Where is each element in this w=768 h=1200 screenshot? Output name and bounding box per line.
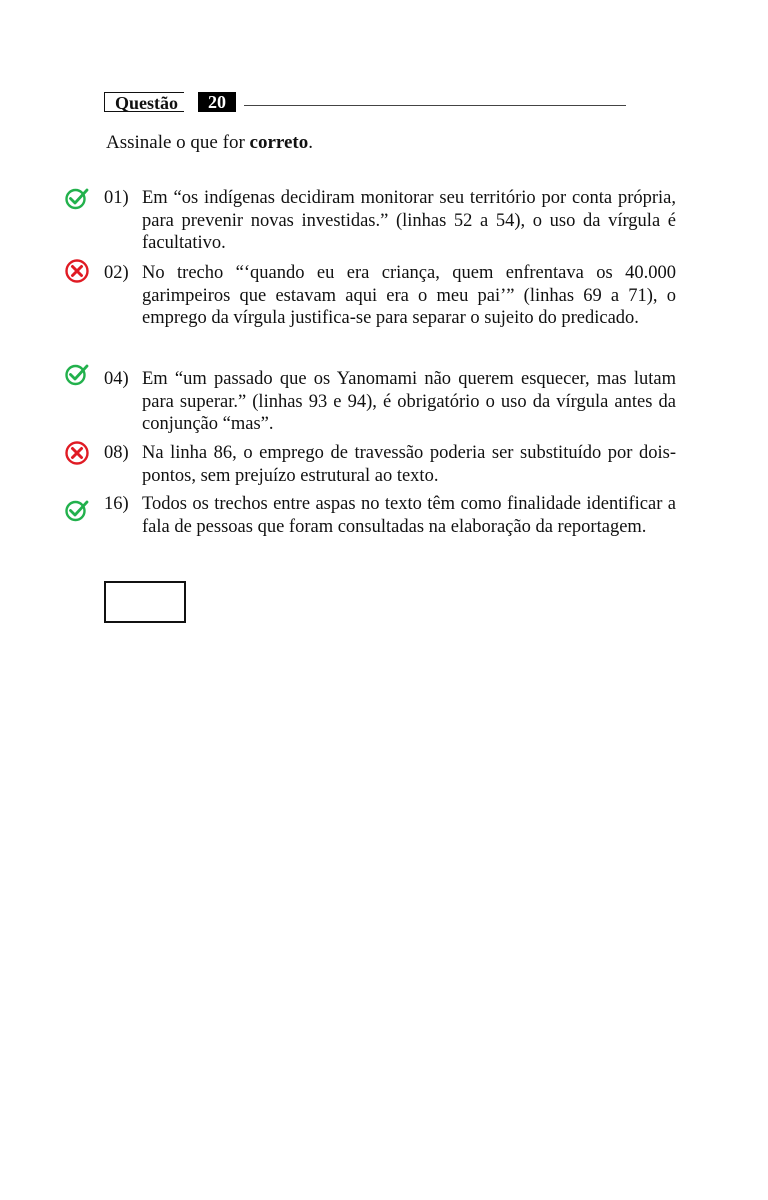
question-header xyxy=(104,92,626,114)
option-text: Em “os indígenas decidiram monitorar seu território por conta própria, para prevenir novas investidas.” (linhas 52 a 54), o uso da vírgula é facultativo. xyxy=(142,188,676,253)
option-text: Em “um passado que os Yanomami não querem esquecer, mas lutam para superar.” (linhas 93 e 94), é obrigatório o uso da vírgula antes da conjunção “mas”. xyxy=(142,369,676,434)
answer-box[interactable] xyxy=(104,581,186,623)
option-02 xyxy=(104,262,676,330)
option-number: 04) xyxy=(104,369,129,389)
question-number: 20 xyxy=(198,92,236,112)
question-label: Questão xyxy=(104,92,184,112)
option-04 xyxy=(104,368,676,436)
x-icon xyxy=(64,258,90,284)
header-rule xyxy=(244,105,626,106)
check-icon xyxy=(64,185,90,211)
option-16 xyxy=(104,493,676,538)
option-number: 01) xyxy=(104,188,129,208)
option-text: No trecho “‘quando eu era criança, quem enfrentava os 40.000 garimpeiros que estavam aqui era o meu pai’” (linhas 69 a 71), o emprego da vírgula justifica-se para separar o sujeito do predicado. xyxy=(142,263,676,328)
instruction-emphasis: correto xyxy=(249,132,309,153)
check-icon xyxy=(64,361,90,387)
instruction xyxy=(106,132,313,154)
option-number: 16) xyxy=(104,494,129,514)
option-08 xyxy=(104,442,676,487)
instruction-prefix: Assinale o que for xyxy=(106,132,250,153)
check-icon xyxy=(64,497,90,523)
option-number: 02) xyxy=(104,263,129,283)
option-text: Na linha 86, o emprego de travessão poderia ser substituído por dois-pontos, sem prejuízo estrutural ao texto. xyxy=(142,443,676,486)
option-number: 08) xyxy=(104,443,129,463)
option-01 xyxy=(104,187,676,255)
x-icon xyxy=(64,440,90,466)
instruction-suffix: . xyxy=(308,132,313,153)
option-text: Todos os trechos entre aspas no texto têm como finalidade identificar a fala de pessoas que foram consultadas na elaboração da reportagem. xyxy=(142,494,676,537)
